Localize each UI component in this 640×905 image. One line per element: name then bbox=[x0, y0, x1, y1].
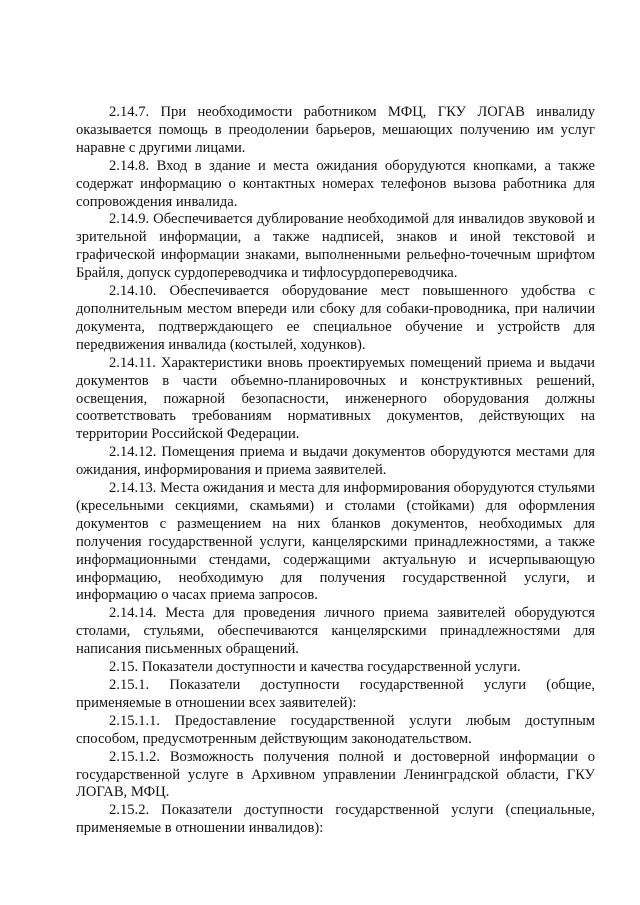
paragraph-2-14-13: 2.14.13. Места ожидания и места для информирования оборудуются стульями (кресельными секциями, скамьями) и столами (стойками) для оформления документов с размещением на них бланков документов, необходимых для получения государственной услуги, канцелярскими принадлежностями, а также информационными стендами, содержащими актуальную и исчерпывающую информацию, необходимую для получения государственной услуги, и информацию о часах приема запросов. bbox=[76, 480, 595, 604]
paragraph-2-15-1-1: 2.15.1.1. Предоставление государственной услуги любым доступным способом, предусмотренным действующим законодательством. bbox=[76, 712, 595, 747]
paragraph-2-15-2: 2.15.2. Показатели доступности государственной услуги (специальные, применяемые в отношении инвалидов): bbox=[76, 802, 595, 837]
paragraph-2-14-12: 2.14.12. Помещения приема и выдачи документов оборудуются местами для ожидания, информирования и приема заявителей. bbox=[76, 444, 595, 479]
paragraph-2-14-10: 2.14.10. Обеспечивается оборудование мест повышенного удобства с дополнительным местом впереди или сбоку для собаки-проводника, при наличии документа, подтверждающего ее специальное обучение и устройств для передвижения инвалида (костылей, ходунков). bbox=[76, 283, 595, 353]
paragraph-2-15-1-2: 2.15.1.2. Возможность получения полной и достоверной информации о государственной услуге в Архивном управлении Ленинградской области, ГКУ ЛОГАВ, МФЦ. bbox=[76, 748, 595, 801]
document-body bbox=[76, 104, 595, 838]
paragraph-2-14-7: 2.14.7. При необходимости работником МФЦ, ГКУ ЛОГАВ инвалиду оказывается помощь в преодолении барьеров, мешающих получению им услуг наравне с другими лицами. bbox=[76, 104, 595, 156]
paragraph-2-14-8: 2.14.8. Вход в здание и места ожидания оборудуются кнопками, а также содержат информацию о контактных номерах телефонов вызова работника для сопровождения инвалида. bbox=[76, 157, 595, 210]
paragraph-2-15: 2.15. Показатели доступности и качества государственной услуги. bbox=[109, 659, 521, 676]
paragraph-2-14-14: 2.14.14. Места для проведения личного приема заявителей оборудуются столами, стульями, обеспечиваются канцелярскими принадлежностями для написания письменных обращений. bbox=[76, 605, 595, 658]
paragraph-2-14-11: 2.14.11. Характеристики вновь проектируемых помещений приема и выдачи документов в части объемно-планировочных и конструктивных решений, освещения, пожарной безопасности, инженерного оборудования должны соответствовать требованиям нормативных документов, действующих на территории Российской Федерации. bbox=[76, 354, 595, 443]
paragraph-2-15-1: 2.15.1. Показатели доступности государственной услуги (общие, применяемые в отношении всех заявителей): bbox=[76, 677, 595, 711]
paragraph-2-14-9: 2.14.9. Обеспечивается дублирование необходимой для инвалидов звуковой и зрительной информации, а также надписей, знаков и иной текстовой и графической информации знаками, выполненными рельефно-точечным шрифтом Брайля, допуск сурдопереводчика и тифлосурдопереводчика. bbox=[76, 211, 595, 282]
